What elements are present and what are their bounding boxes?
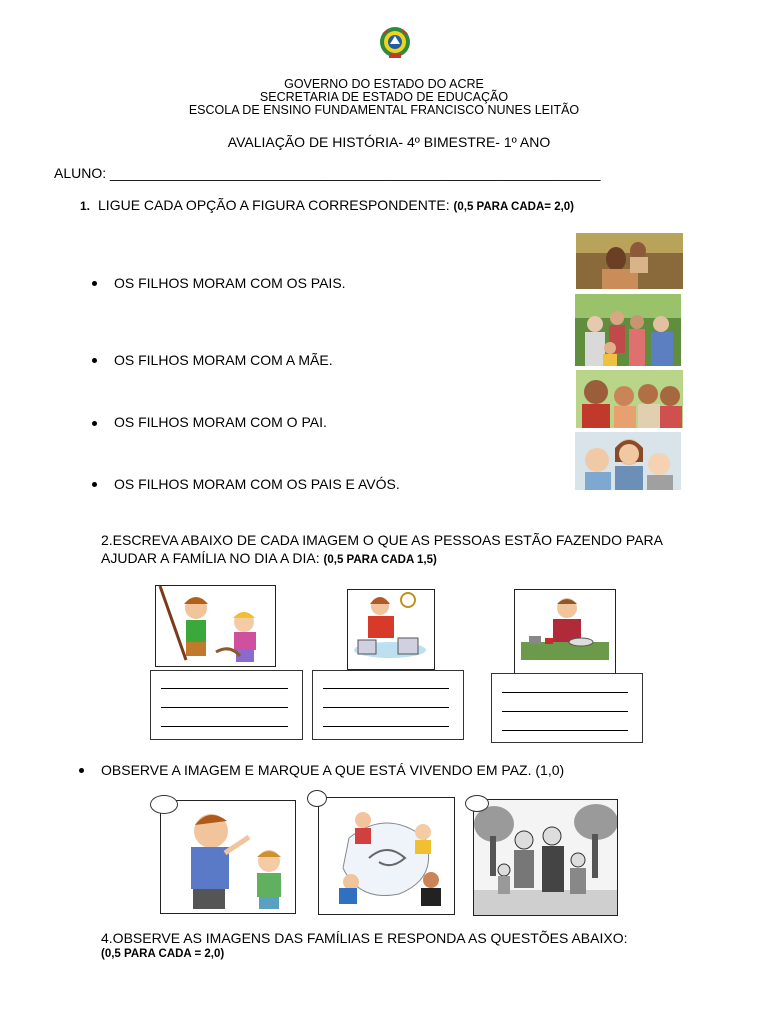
- answer-line: [161, 726, 288, 727]
- question-2-line-1: 2.ESCREVA ABAIXO DE CADA IMAGEM O QUE AS PESSOAS ESTÃO FAZENDO PARA: [101, 532, 663, 548]
- family-fighting-illustration: [318, 797, 455, 915]
- man-washing-dishes-illustration: [514, 589, 616, 674]
- state-coat-of-arms-icon: [378, 24, 412, 60]
- q1-option-2: OS FILHOS MORAM COM A MÃE.: [114, 352, 333, 368]
- answer-checkbox-1[interactable]: [150, 795, 178, 814]
- question-1-prompt: [80, 197, 574, 213]
- mother-with-kids-photo: [575, 432, 681, 490]
- question-4-prompt: 4.OBSERVE AS IMAGENS DAS FAMÍLIAS E RESPONDA AS QUESTÕES ABAIXO:: [101, 930, 628, 946]
- answer-line: [502, 692, 628, 693]
- question-3-prompt: OBSERVE A IMAGEM E MARQUE A QUE ESTÁ VIVENDO EM PAZ. (1,0): [101, 762, 565, 778]
- answer-checkbox-3[interactable]: [465, 795, 489, 812]
- answer-box-1[interactable]: [150, 670, 303, 740]
- student-label: ALUNO:: [54, 165, 111, 181]
- bullet: [79, 768, 84, 773]
- header-school: ESCOLA DE ENSINO FUNDAMENTAL FRANCISCO NUNES LEITÃO: [188, 103, 580, 117]
- question-1-number: 1.: [80, 199, 91, 213]
- question-1-text: LIGUE CADA OPÇÃO A FIGURA CORRESPONDENTE:: [98, 197, 454, 213]
- bullet: [92, 281, 97, 286]
- answer-line: [323, 707, 449, 708]
- question-2-score: (0,5 PARA CADA 1,5): [323, 554, 437, 566]
- question-1-score: (0,5 PARA CADA= 2,0): [453, 201, 575, 213]
- q1-option-4: OS FILHOS MORAM COM OS PAIS E AVÓS.: [114, 476, 400, 492]
- question-2-line-2: [101, 550, 437, 566]
- man-scolding-boy-illustration: [160, 800, 296, 914]
- mother-with-children-photo: [576, 370, 683, 428]
- q1-option-3: OS FILHOS MORAM COM O PAI.: [114, 414, 327, 430]
- exam-title: AVALIAÇÃO DE HISTÓRIA- 4º BIMESTRE- 1º ANO: [227, 134, 551, 150]
- father-with-child-photo: [576, 233, 683, 289]
- family-walking-park-illustration: [473, 799, 618, 916]
- bullet: [92, 421, 97, 426]
- student-name-line[interactable]: [54, 165, 601, 181]
- answer-line: [323, 688, 449, 689]
- header-secretariat: SECRETARIA DE ESTADO DE EDUCAÇÃO: [259, 90, 509, 104]
- answer-line: [502, 730, 628, 731]
- bullet: [92, 358, 97, 363]
- answer-line: [161, 688, 288, 689]
- bullet: [92, 482, 97, 487]
- extended-family-photo: [575, 294, 681, 366]
- question-2-text: AJUDAR A FAMÍLIA NO DIA A DIA:: [101, 550, 324, 566]
- answer-box-3[interactable]: [491, 673, 643, 743]
- children-sweeping-illustration: [155, 585, 276, 667]
- answer-line: [323, 726, 449, 727]
- answer-line: [161, 707, 288, 708]
- answer-checkbox-2[interactable]: [307, 790, 327, 807]
- question-4-score: (0,5 PARA CADA = 2,0): [101, 948, 225, 960]
- header-government: GOVERNO DO ESTADO DO ACRE: [284, 77, 484, 91]
- student-name-blank: _______________________________________________________________: [110, 165, 601, 181]
- q1-option-1: OS FILHOS MORAM COM OS PAIS.: [114, 275, 346, 291]
- answer-line: [502, 711, 628, 712]
- answer-box-2[interactable]: [312, 670, 464, 740]
- woman-cooking-illustration: [347, 589, 435, 670]
- state-emblem: [378, 24, 412, 60]
